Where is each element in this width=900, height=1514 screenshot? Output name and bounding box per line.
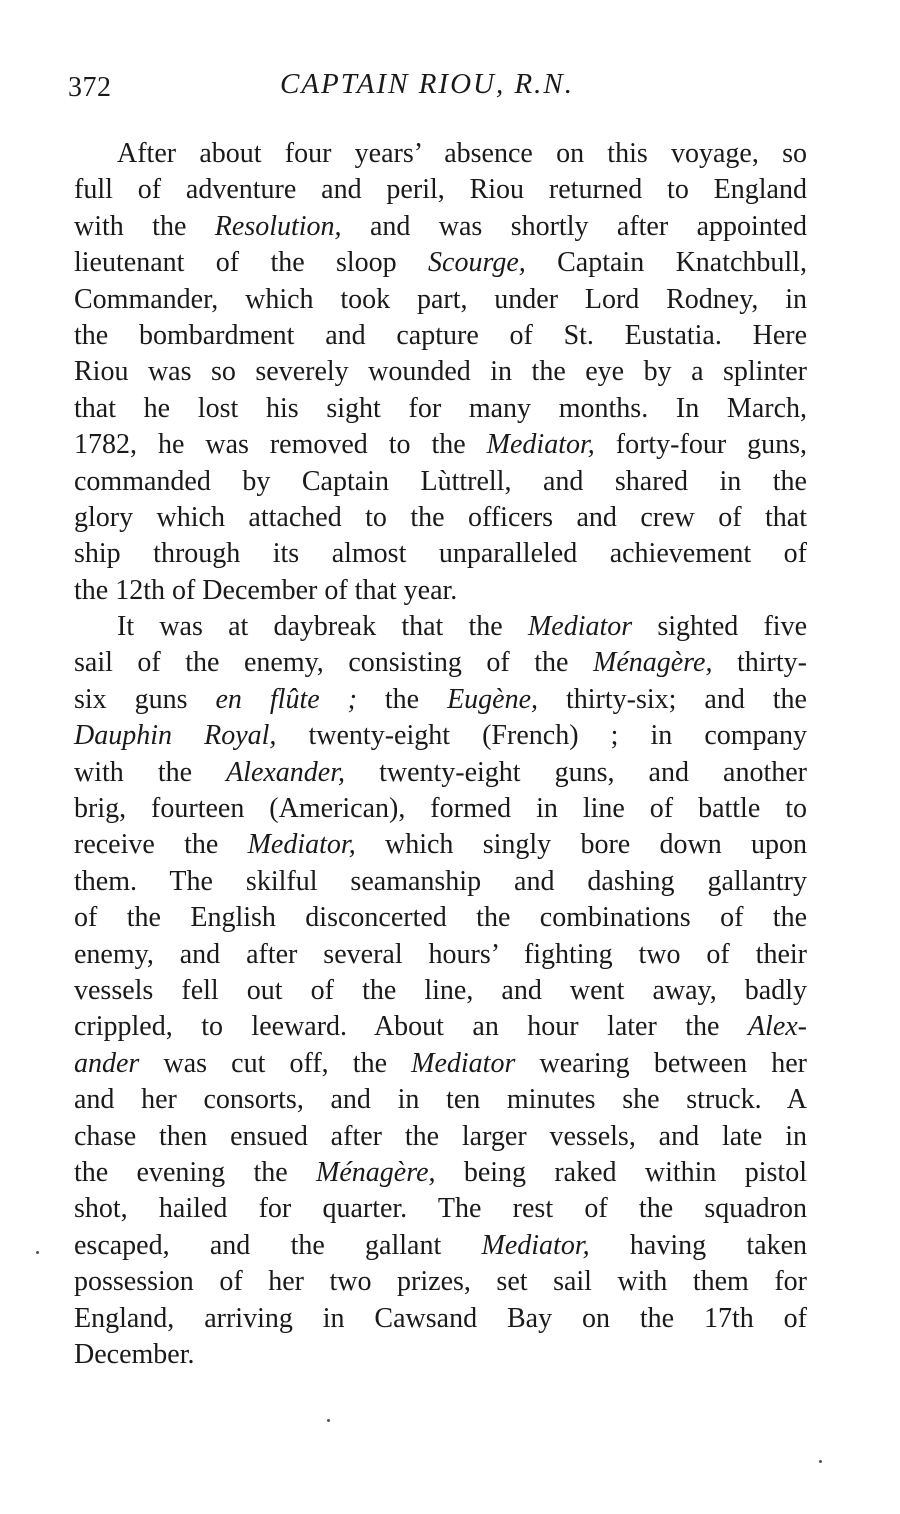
text-segment: ship through its almost unparalleled achievement of: [74, 538, 807, 570]
italic-text-segment: Mediator,: [486, 429, 595, 461]
text-segment: glory which attached to the officers and crew of that: [74, 501, 807, 533]
text-line: [74, 1264, 807, 1300]
italic-text-segment: Scourge,: [428, 247, 526, 279]
italic-text-segment: Resolution,: [214, 210, 342, 242]
text-segment: having taken: [589, 1229, 808, 1261]
text-segment: thirty-six; and the: [538, 683, 807, 715]
text-line: [74, 1191, 807, 1227]
text-line: [74, 1337, 807, 1373]
italic-text-segment: en flûte ;: [215, 683, 357, 715]
text-segment: commanded by Captain Lùttrell, and shared in the: [74, 465, 807, 497]
text-segment: forty-four guns,: [594, 429, 807, 461]
italic-text-segment: ander: [74, 1047, 140, 1079]
text-line: [74, 1301, 807, 1337]
text-segment: which singly bore down upon: [355, 829, 807, 861]
italic-text-segment: Mediator: [411, 1047, 516, 1079]
text-line: [74, 172, 807, 208]
text-line: [74, 791, 807, 827]
text-line: [74, 755, 807, 791]
text-segment: wearing between her: [515, 1047, 807, 1079]
text-line: [74, 536, 807, 572]
text-segment: possession of her two prizes, set sail with them for: [74, 1266, 807, 1298]
text-line: [74, 609, 807, 645]
text-segment: Captain Knatchbull,: [525, 247, 807, 279]
paragraph: [74, 609, 807, 1373]
text-segment: thirty-: [712, 647, 807, 679]
text-line: [74, 136, 807, 172]
italic-text-segment: Eugène,: [447, 683, 539, 715]
text-segment: with the: [74, 210, 215, 242]
text-line: [74, 500, 807, 536]
body-text: [74, 136, 807, 1373]
text-line: [74, 1082, 807, 1118]
text-segment: sail of the enemy, consisting of the: [74, 647, 593, 679]
text-segment: and her consorts, and in ten minutes she struck. A: [74, 1084, 807, 1116]
text-segment: December.: [74, 1338, 195, 1370]
text-line: [74, 282, 807, 318]
italic-text-segment: Mediator: [527, 611, 633, 643]
text-segment: England, arriving in Cawsand Bay on the 17th of: [74, 1302, 807, 1334]
italic-text-segment: Dauphin Royal,: [74, 720, 277, 752]
text-line: [74, 354, 807, 390]
text-line: [74, 1119, 807, 1155]
text-segment: twenty-eight guns, and another: [345, 756, 807, 788]
text-segment: Commander, which took part, under Lord Rodney, in: [74, 283, 807, 315]
paragraph: [74, 136, 807, 609]
text-segment: It was at daybreak that the: [117, 611, 528, 643]
text-segment: of the English disconcerted the combinations of the: [74, 902, 807, 934]
text-line: [74, 318, 807, 354]
text-line: [74, 900, 807, 936]
text-line: [74, 427, 807, 463]
text-segment: being raked within pistol: [435, 1156, 807, 1188]
text-segment: vessels fell out of the line, and went away, badly: [74, 974, 807, 1006]
text-segment: Riou was so severely wounded in the eye by a splinter: [74, 356, 807, 388]
running-title: CAPTAIN RIOU, R.N.: [280, 68, 575, 100]
text-segment: the 12th of December of that year.: [74, 574, 458, 606]
text-segment: 1782, he was removed to the: [74, 429, 487, 461]
text-segment: the evening the: [74, 1156, 317, 1188]
text-segment: them. The skilful seamanship and dashing gallantry: [74, 865, 807, 897]
text-segment: was cut off, the: [139, 1047, 412, 1079]
text-line: [74, 937, 807, 973]
text-segment: enemy, and after several hours’ fighting two of their: [74, 938, 807, 970]
print-speck: [819, 1460, 822, 1463]
text-line: [74, 864, 807, 900]
text-line: [74, 973, 807, 1009]
text-line: [74, 682, 807, 718]
text-segment: that he lost his sight for many months. In March,: [74, 392, 807, 424]
print-speck: [327, 1419, 330, 1422]
text-segment: the bombardment and capture of St. Eustatia. Here: [74, 319, 807, 351]
text-line: [74, 464, 807, 500]
text-segment: with the: [74, 756, 227, 788]
text-line: [74, 1228, 807, 1264]
italic-text-segment: Alexander,: [226, 756, 346, 788]
text-segment: brig, fourteen (American), formed in line of battle to: [74, 793, 807, 825]
page-number: 372: [68, 72, 112, 103]
text-segment: and was shortly after appointed: [341, 210, 807, 242]
text-line: [74, 209, 807, 245]
text-segment: sighted five: [632, 611, 807, 643]
text-line: [74, 1046, 807, 1082]
text-segment: the: [356, 683, 448, 715]
text-segment: full of adventure and peril, Riou returned to England: [74, 174, 807, 206]
text-line: [74, 645, 807, 681]
text-line: [74, 827, 807, 863]
text-line: [74, 573, 807, 609]
text-segment: escaped, and the gallant: [74, 1229, 482, 1261]
italic-text-segment: Mediator,: [247, 829, 356, 861]
italic-text-segment: Ménagère,: [316, 1156, 436, 1188]
italic-text-segment: Ménagère,: [593, 647, 713, 679]
text-segment: twenty-eight (French) ; in company: [276, 720, 807, 752]
italic-text-segment: Alex-: [747, 1011, 807, 1043]
text-segment: After about four years’ absence on this voyage, so: [117, 138, 807, 169]
text-line: [74, 718, 807, 754]
text-segment: receive the: [74, 829, 248, 861]
italic-text-segment: Mediator,: [481, 1229, 590, 1261]
text-segment: chase then ensued after the larger vessels, and late in: [74, 1120, 807, 1152]
text-line: [74, 1009, 807, 1045]
text-line: [74, 245, 807, 281]
text-segment: crippled, to leeward. About an hour later the: [74, 1011, 748, 1043]
text-line: [74, 391, 807, 427]
print-speck: [36, 1251, 39, 1254]
text-segment: shot, hailed for quarter. The rest of the squadron: [74, 1193, 807, 1225]
text-segment: lieutenant of the sloop: [74, 247, 429, 279]
running-head: [68, 68, 810, 108]
text-line: [74, 1155, 807, 1191]
text-segment: six guns: [74, 683, 216, 715]
